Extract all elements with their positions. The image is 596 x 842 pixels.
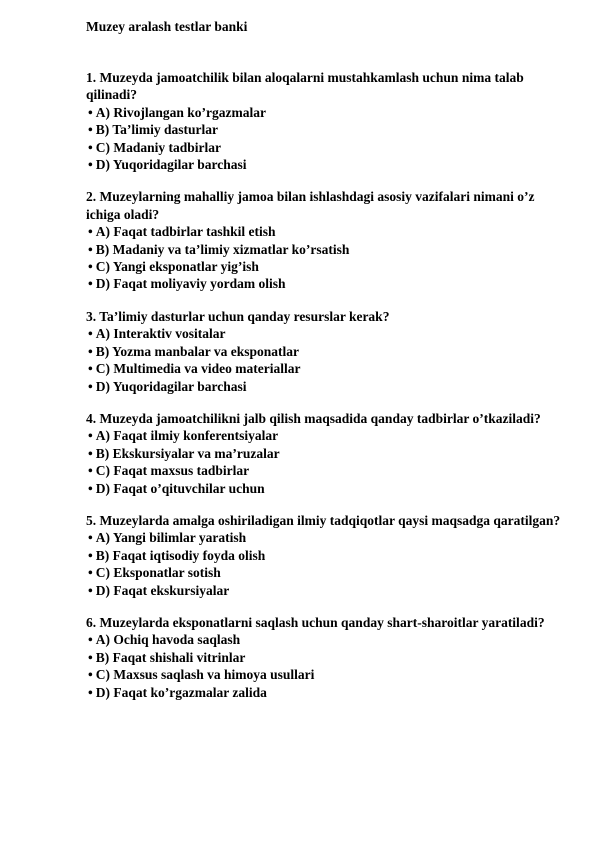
answer-option-text: A) Rivojlangan ko’rgazmalar xyxy=(95,104,266,120)
answer-options xyxy=(86,325,566,395)
answer-options xyxy=(86,427,566,497)
answer-option-text: D) Yuqoridagilar barchasi xyxy=(95,378,247,394)
answer-option xyxy=(86,684,566,701)
bullet-icon: • xyxy=(88,565,93,581)
answer-option xyxy=(86,666,566,683)
answer-option xyxy=(86,462,566,479)
answer-option xyxy=(86,378,566,395)
bullet-icon: • xyxy=(88,241,93,257)
question-text: 3. Ta’limiy dasturlar uchun qanday resurslar kerak? xyxy=(86,308,390,324)
bullet-icon: • xyxy=(88,259,93,275)
answer-option-text: A) Ochiq havoda saqlash xyxy=(95,632,241,648)
question-block xyxy=(86,188,566,292)
answer-option-text: D) Faqat ko’rgazmalar zalida xyxy=(95,684,267,700)
bullet-icon: • xyxy=(88,361,93,377)
answer-options xyxy=(86,529,566,599)
answer-option xyxy=(86,104,566,121)
answer-options xyxy=(86,104,566,174)
answer-option xyxy=(86,121,566,138)
answer-option xyxy=(86,547,566,564)
answer-options xyxy=(86,223,566,293)
bullet-icon: • xyxy=(88,139,93,155)
bullet-icon: • xyxy=(88,326,93,342)
answer-option xyxy=(86,241,566,258)
answer-option-text: A) Interaktiv vositalar xyxy=(95,326,226,342)
question-text: 2. Muzeylarning mahalliy jamoa bilan ishlashdagi asosiy vazifalari nimani o’z ichiga oladi? xyxy=(86,189,535,222)
bullet-icon: • xyxy=(88,480,93,496)
answer-option-text: A) Faqat ilmiy konferentsiyalar xyxy=(95,428,279,444)
bullet-icon: • xyxy=(88,547,93,563)
bullet-icon: • xyxy=(88,157,93,173)
answer-option-text: B) Yozma manbalar va eksponatlar xyxy=(95,343,299,359)
answer-option xyxy=(86,223,566,240)
bullet-icon: • xyxy=(88,343,93,359)
answer-option-text: C) Yangi eksponatlar yig’ish xyxy=(95,259,259,275)
answer-option xyxy=(86,139,566,156)
answer-option xyxy=(86,631,566,648)
answer-option-text: C) Faqat maxsus tadbirlar xyxy=(95,463,250,479)
question-block xyxy=(86,69,566,173)
answer-option xyxy=(86,564,566,581)
question-block xyxy=(86,308,566,395)
answer-option xyxy=(86,360,566,377)
bullet-icon: • xyxy=(88,582,93,598)
answer-option xyxy=(86,258,566,275)
answer-option xyxy=(86,427,566,444)
answer-option-text: A) Yangi bilimlar yaratish xyxy=(95,530,247,546)
bullet-icon: • xyxy=(88,649,93,665)
bullet-icon: • xyxy=(88,632,93,648)
question-text: 1. Muzeyda jamoatchilik bilan aloqalarni mustahkamlash uchun nima talab qilinadi? xyxy=(86,70,524,103)
bullet-icon: • xyxy=(88,445,93,461)
answer-option-text: C) Multimedia va video materiallar xyxy=(95,361,301,377)
bullet-icon: • xyxy=(88,684,93,700)
answer-option-text: B) Faqat iqtisodiy foyda olish xyxy=(95,547,266,563)
answer-option xyxy=(86,529,566,546)
answer-option xyxy=(86,325,566,342)
answer-option xyxy=(86,582,566,599)
bullet-icon: • xyxy=(88,276,93,292)
question-text: 4. Muzeyda jamoatchilikni jalb qilish maqsadida qanday tadbirlar o’tkaziladi? xyxy=(86,410,541,426)
question-block xyxy=(86,512,566,599)
answer-option-text: C) Madaniy tadbirlar xyxy=(95,139,221,155)
answer-option-text: B) Madaniy va ta’limiy xizmatlar ko’rsatish xyxy=(95,241,350,257)
answer-option-text: D) Faqat moliyaviy yordam olish xyxy=(95,276,286,292)
question-block xyxy=(86,410,566,497)
bullet-icon: • xyxy=(88,224,93,240)
bullet-icon: • xyxy=(88,104,93,120)
answer-option xyxy=(86,649,566,666)
bullet-icon: • xyxy=(88,428,93,444)
question-text: 5. Muzeylarda amalga oshiriladigan ilmiy tadqiqotlar qaysi maqsadga qaratilgan? xyxy=(86,512,561,528)
bullet-icon: • xyxy=(88,530,93,546)
answer-option xyxy=(86,275,566,292)
question-text: 6. Muzeylarda eksponatlarni saqlash uchun qanday shart-sharoitlar yaratiladi? xyxy=(86,614,545,630)
answer-option-text: B) Ta’limiy dasturlar xyxy=(95,122,218,138)
question-list xyxy=(86,69,566,701)
answer-option-text: D) Faqat ekskursiyalar xyxy=(95,582,230,598)
bullet-icon: • xyxy=(88,463,93,479)
answer-option-text: B) Ekskursiyalar va ma’ruzalar xyxy=(95,445,280,461)
document-title: Muzey aralash testlar banki xyxy=(86,19,248,34)
bullet-icon: • xyxy=(88,122,93,138)
document-page xyxy=(86,18,566,716)
answer-option-text: C) Eksponatlar sotish xyxy=(95,565,221,581)
answer-option-text: C) Maxsus saqlash va himoya usullari xyxy=(95,667,315,683)
bullet-icon: • xyxy=(88,667,93,683)
answer-option xyxy=(86,480,566,497)
answer-option xyxy=(86,343,566,360)
question-block xyxy=(86,614,566,701)
answer-options xyxy=(86,631,566,701)
answer-option-text: D) Faqat o’qituvchilar uchun xyxy=(95,480,265,496)
answer-option-text: B) Faqat shishali vitrinlar xyxy=(95,649,246,665)
answer-option xyxy=(86,156,566,173)
answer-option-text: D) Yuqoridagilar barchasi xyxy=(95,157,247,173)
answer-option xyxy=(86,445,566,462)
answer-option-text: A) Faqat tadbirlar tashkil etish xyxy=(95,224,276,240)
bullet-icon: • xyxy=(88,378,93,394)
